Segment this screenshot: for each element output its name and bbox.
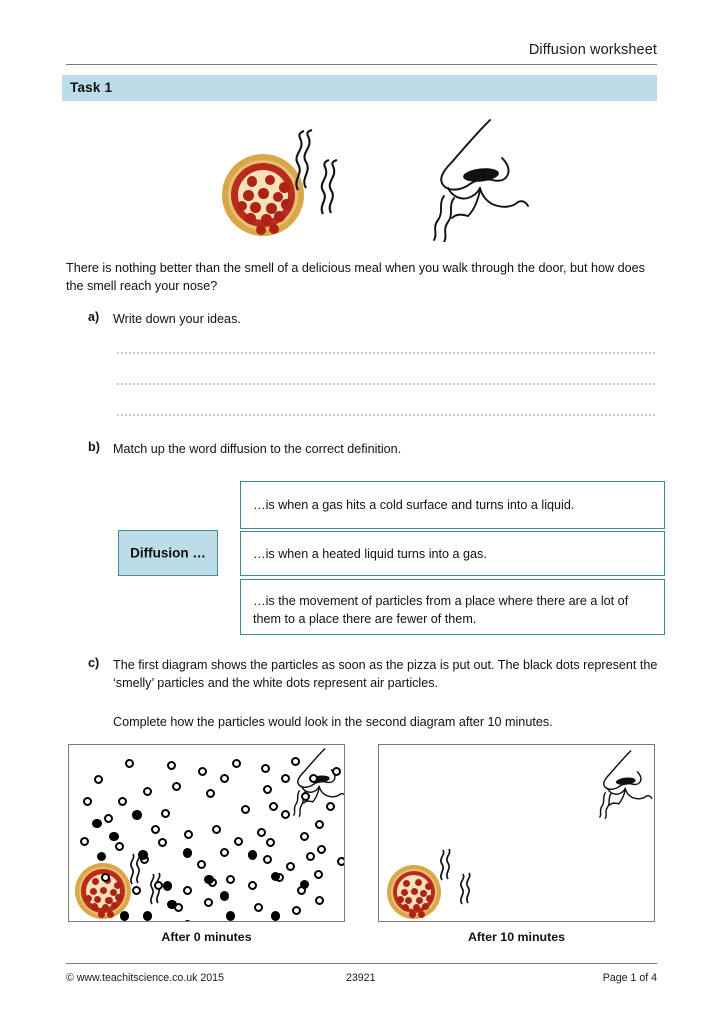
air-particle <box>132 886 141 895</box>
air-particle <box>226 875 235 884</box>
question-a-letter: a) <box>88 310 100 324</box>
question-a-text: Write down your ideas. <box>113 312 241 326</box>
smelly-particle <box>300 880 310 890</box>
steam-squiggle-icon <box>437 849 459 881</box>
smelly-particle <box>109 832 119 842</box>
pepperoni-slice <box>247 176 258 187</box>
air-particle <box>254 903 263 912</box>
smelly-particle <box>271 911 281 921</box>
steam-squiggle-icon-2 <box>457 873 479 905</box>
question-b-text: Match up the word diffusion to the correct definition. <box>113 442 402 456</box>
air-particle <box>167 761 176 770</box>
definition-box-3-text: …is the movement of particles from a place where there are a lot of them to a place there are fewer of them. <box>253 594 629 626</box>
pepperoni-slice <box>422 903 429 910</box>
pepperoni-slice <box>91 903 98 910</box>
air-particle <box>300 832 309 841</box>
question-c-letter: c) <box>88 656 100 670</box>
particle-diagram-after-10-minutes[interactable] <box>378 744 655 922</box>
air-particle <box>326 802 335 811</box>
particle-diagram-after-0-minutes[interactable] <box>68 744 345 922</box>
pepperoni-slice <box>250 202 261 213</box>
air-particle <box>161 809 170 818</box>
air-particle <box>232 759 241 768</box>
air-particle <box>118 797 127 806</box>
answer-line-3[interactable] <box>116 414 656 416</box>
air-particle <box>291 757 300 766</box>
air-particle <box>204 898 213 907</box>
pepperoni-slice <box>426 895 433 902</box>
pepperoni-slice <box>397 896 404 903</box>
top-illustration <box>60 112 660 252</box>
footer-page-number: Page 1 of 4 <box>602 972 657 984</box>
definition-box-2[interactable] <box>240 531 665 576</box>
pepperoni-slice <box>245 213 256 224</box>
question-c-text: The first diagram shows the particles as soon as the pizza is put out. The black dots represent the ‘smelly’ particles and the white dots represent air particles. <box>113 658 658 690</box>
pepperoni-slice <box>100 887 107 894</box>
pepperoni-slice <box>90 888 97 895</box>
header-divider <box>66 64 657 65</box>
question-b-letter: b) <box>88 440 100 454</box>
smelly-particle <box>183 920 193 922</box>
air-particle <box>292 906 301 915</box>
air-particle <box>220 774 229 783</box>
pepperoni-slice <box>107 911 114 918</box>
pepperoni-slice <box>402 904 409 911</box>
air-particle <box>317 845 326 854</box>
air-particle <box>206 789 215 798</box>
pepperoni-slice <box>115 894 122 901</box>
page-header-title: Diffusion worksheet <box>528 42 657 58</box>
pepperoni-slice <box>258 188 269 199</box>
air-particle <box>198 767 207 776</box>
smelly-particle <box>92 819 102 829</box>
air-particle <box>83 797 92 806</box>
smelly-particle <box>143 911 153 921</box>
definition-box-1[interactable] <box>240 481 665 529</box>
smelly-particle <box>271 872 281 882</box>
air-particle <box>104 814 113 823</box>
intro-paragraph: There is nothing better than the smell of a delicious meal when you walk through the door, but how does the smell reach your nose? <box>66 261 645 293</box>
smelly-particle <box>248 850 258 860</box>
term-box-diffusion[interactable] <box>118 530 218 576</box>
smelly-particle <box>163 881 173 891</box>
air-particle <box>183 886 192 895</box>
air-particle <box>266 838 275 847</box>
air-particle <box>257 828 266 837</box>
air-particle <box>234 837 243 846</box>
smelly-particle <box>167 900 177 910</box>
pepperoni-slice <box>403 880 410 887</box>
air-particle <box>94 775 103 784</box>
nose-icon <box>591 749 655 824</box>
footer-copyright: © www.teachitscience.co.uk 2015 <box>66 972 224 984</box>
smelly-particle <box>183 848 193 858</box>
air-particle <box>314 870 323 879</box>
footer-divider <box>66 963 657 964</box>
smelly-particle <box>226 911 236 921</box>
air-particle <box>248 881 257 890</box>
smelly-particle <box>132 810 142 820</box>
air-particle <box>286 862 295 871</box>
air-particle <box>143 787 152 796</box>
diagram-1-caption: After 0 minutes <box>161 930 252 944</box>
pepperoni-slice <box>418 911 425 918</box>
task-banner-label: Task 1 <box>70 80 113 95</box>
definition-box-1-text: …is when a gas hits a cold surface and turns into a liquid. <box>253 498 575 512</box>
pepperoni-slice <box>415 879 422 886</box>
air-particle <box>125 759 134 768</box>
air-particle <box>315 820 324 829</box>
smelly-particle <box>120 911 130 921</box>
pizza-icon <box>387 865 441 919</box>
air-particle <box>184 830 193 839</box>
air-particle <box>151 825 160 834</box>
nose-icon <box>418 118 534 247</box>
smelly-particle <box>138 850 148 860</box>
pepperoni-slice <box>281 199 292 210</box>
air-particle <box>309 774 318 783</box>
instruction-text: Complete how the particles would look in the second diagram after 10 minutes. <box>113 715 553 729</box>
air-particle <box>80 837 89 846</box>
air-particle <box>172 782 181 791</box>
air-particle <box>261 764 270 773</box>
air-particle <box>306 852 315 861</box>
pepperoni-slice <box>243 190 254 201</box>
air-particle <box>315 896 324 905</box>
air-particle <box>269 802 278 811</box>
air-particle <box>197 860 206 869</box>
air-particle <box>220 848 229 857</box>
footer-reference: 23921 <box>346 972 376 984</box>
air-particle <box>212 825 221 834</box>
air-particle <box>337 857 345 866</box>
smelly-particle <box>97 852 107 862</box>
pepperoni-slice <box>401 889 408 896</box>
definition-box-3[interactable] <box>240 579 665 635</box>
definition-box-2-text: …is when a heated liquid turns into a gas. <box>253 546 487 561</box>
steam-squiggle-icon-2 <box>315 160 355 216</box>
diagram-2-caption: After 10 minutes <box>467 930 566 944</box>
answer-line-2[interactable] <box>116 383 656 385</box>
answer-line-1[interactable] <box>116 352 656 354</box>
pepperoni-slice <box>261 214 272 225</box>
air-particle <box>241 805 250 814</box>
air-particle <box>263 785 272 794</box>
smelly-particle <box>220 891 230 901</box>
task-banner <box>62 75 657 101</box>
pepperoni-slice <box>411 888 418 895</box>
term-box-label: Diffusion … <box>130 545 206 561</box>
air-particle <box>115 842 124 851</box>
air-particle <box>263 855 272 864</box>
air-particle <box>158 838 167 847</box>
